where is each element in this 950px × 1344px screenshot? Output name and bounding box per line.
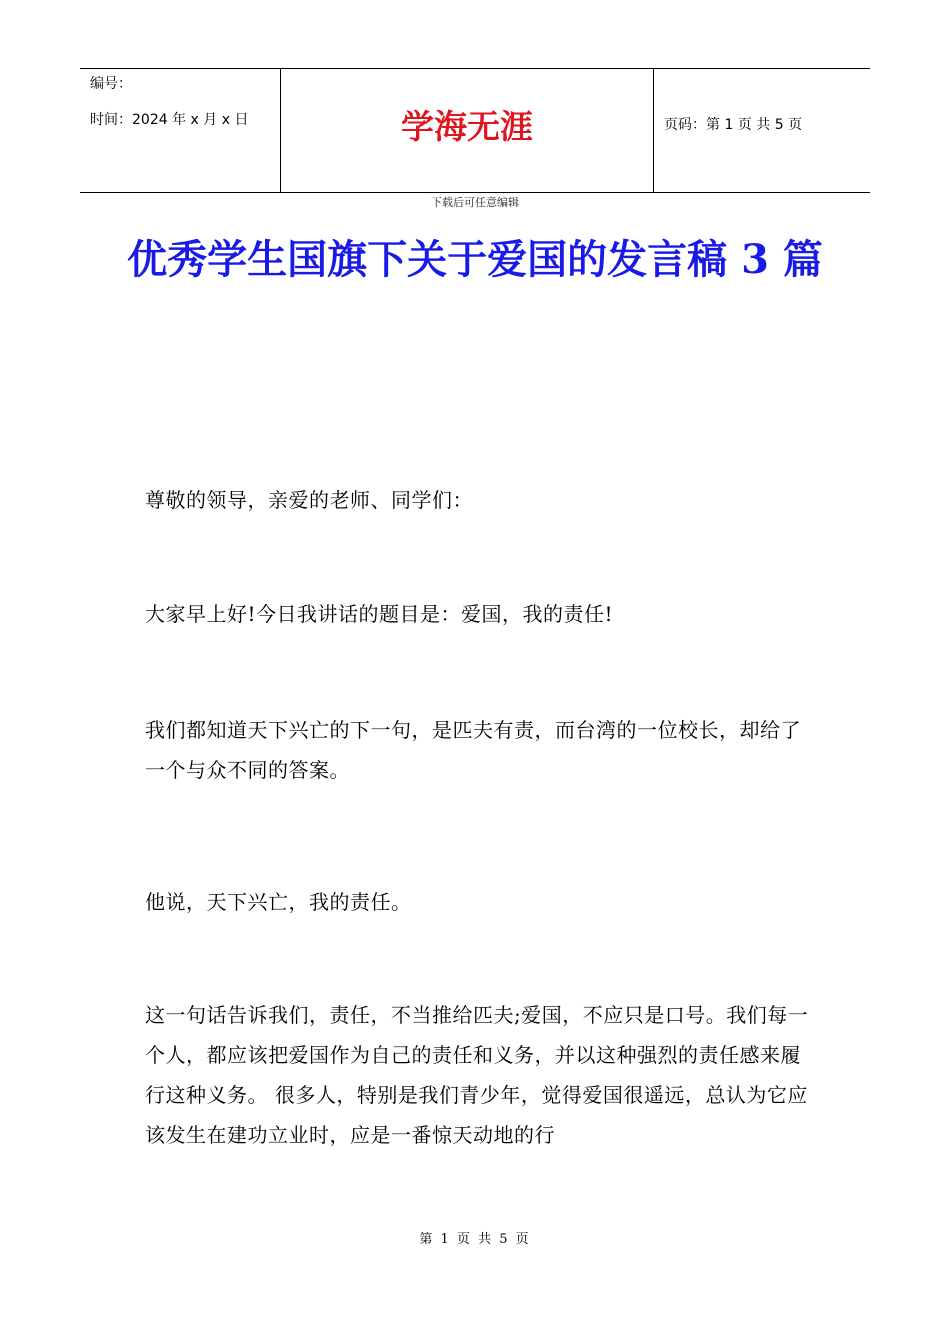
header-divider bbox=[653, 69, 654, 192]
date-label: 时间：2024 年 x 月 x 日 bbox=[90, 112, 249, 128]
brand-title: 学海无涯 bbox=[401, 107, 533, 146]
page-footer: 第 1 页 共 5 页 bbox=[419, 1232, 531, 1247]
serial-number-label: 编号： bbox=[90, 76, 132, 92]
body-paragraph: 尊敬的领导，亲爱的老师、同学们： bbox=[145, 488, 473, 512]
page-number-label: 页码：第 1 页 共 5 页 bbox=[664, 117, 803, 133]
body-paragraph: 这一句话告诉我们，责任，不当推给匹夫;爱国，不应只是口号。我们每一个人，都应该把爱国作为自己的责任和义务，并以这种强烈的责任感来履行这种义务。 很多人，特别是我们青少年，觉得爱国很遥远，总认为它应该发生在建功立业时，应是一番惊天动地的行 bbox=[145, 1003, 809, 1147]
body-paragraph: 我们都知道天下兴亡的下一句，是匹夫有责，而台湾的一位校长，却给了一个与众不同的答案。 bbox=[145, 718, 801, 782]
body-paragraph: 大家早上好!今日我讲话的题目是：爱国，我的责任! bbox=[145, 602, 614, 626]
body-paragraph: 他说，天下兴亡，我的责任。 bbox=[145, 890, 412, 914]
editable-note: 下载后可任意编辑 bbox=[431, 196, 519, 209]
header-table bbox=[80, 68, 870, 193]
document-title: 优秀学生国旗下关于爱国的发言稿 3 篇 bbox=[127, 236, 823, 283]
